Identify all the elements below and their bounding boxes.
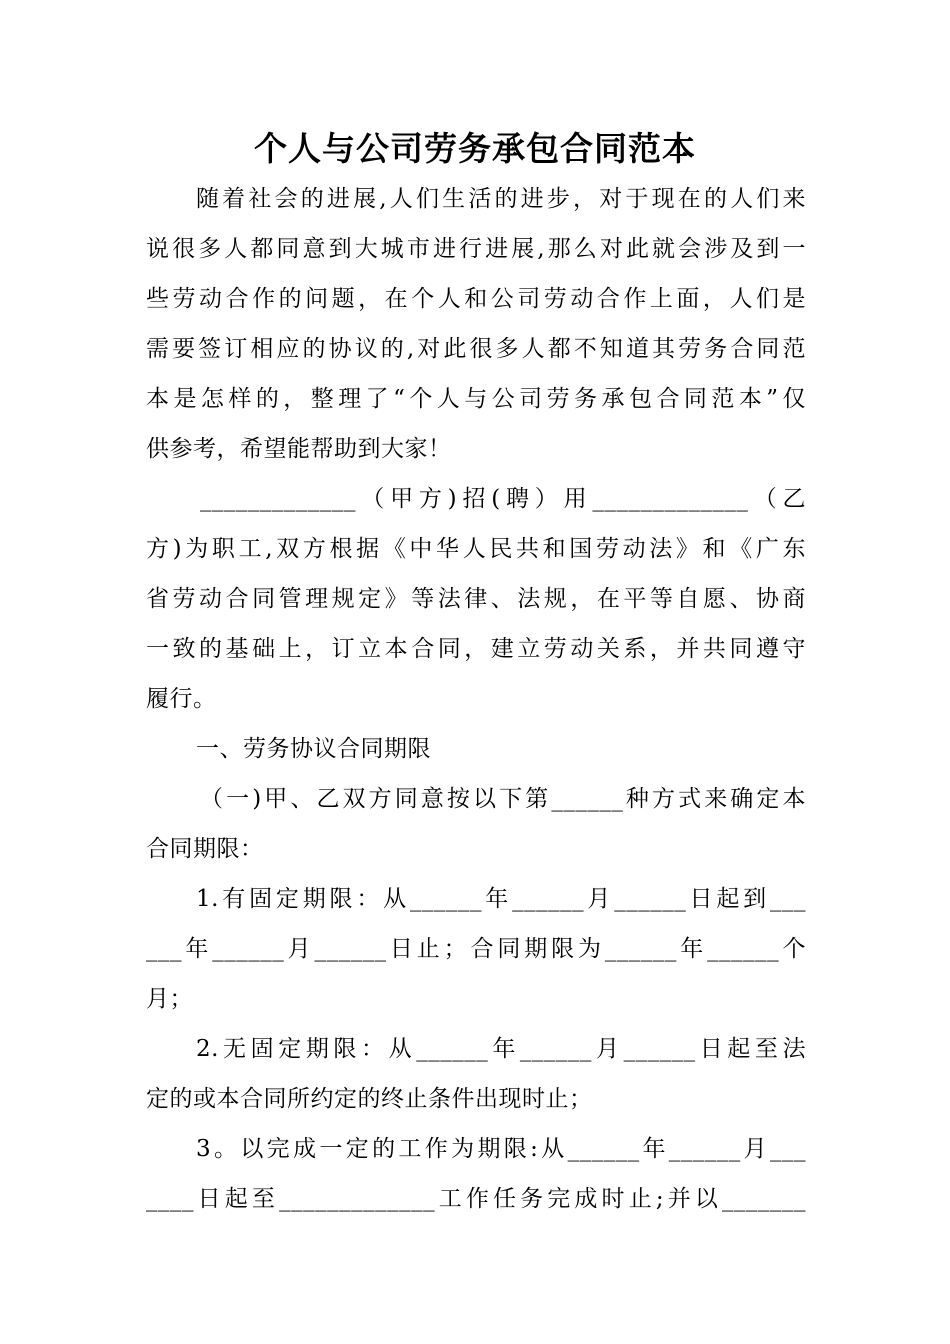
paragraph-line: 本是怎样的，整理了“个人与公司劳务承包合同范本”仅 xyxy=(146,386,806,412)
paragraph-line: 省劳动合同管理规定》等法律、法规，在平等自愿、协商 xyxy=(146,586,806,612)
paragraph-line: 月； xyxy=(146,986,193,1012)
paragraph-line: _____________（甲方)招(聘）用_____________（乙 xyxy=(200,486,806,512)
paragraph-line: ___年______月______日止；合同期限为______年______个 xyxy=(146,936,806,962)
paragraph-line: 定的或本合同所约定的终止条件出现时止； xyxy=(146,1086,593,1112)
paragraph-line: 说很多人都同意到大城市进行进展,那么对此就会涉及到一 xyxy=(146,236,806,262)
paragraph-line: 供参考，希望能帮助到大家！ xyxy=(146,436,452,462)
paragraph-line: 一致的基础上，订立本合同，建立劳动关系，并共同遵守 xyxy=(146,636,806,662)
paragraph-line: 需要签订相应的协议的,对此很多人都不知道其劳务合同范 xyxy=(146,336,806,362)
paragraph-line: 履行。 xyxy=(146,686,217,712)
paragraph-line: ____日起至_____________工作任务完成时止;并以_______ xyxy=(146,1186,806,1212)
paragraph-line: 2.无固定期限：从______年______月______日起至法 xyxy=(196,1036,806,1062)
document-title: 个人与公司劳务承包合同范本 xyxy=(254,129,696,168)
section-heading: 一、劳务协议合同期限 xyxy=(196,736,431,762)
paragraph-line: 方)为职工,双方根据《中华人民共和国劳动法》和《广东 xyxy=(146,536,806,562)
paragraph-line: 随着社会的进展,人们生活的进步，对于现在的人们来 xyxy=(196,186,806,212)
paragraph-line: 合同期限： xyxy=(146,836,264,862)
paragraph-line: 3。以完成一定的工作为期限:从______年______月___ xyxy=(196,1136,806,1162)
paragraph-line: 些劳动合作的问题，在个人和公司劳动合作上面，人们是 xyxy=(146,286,806,312)
paragraph-line: 1.有固定期限：从______年______月______日起到___ xyxy=(196,886,806,912)
paragraph-line: （一)甲、乙双方同意按以下第______种方式来确定本 xyxy=(200,786,806,812)
